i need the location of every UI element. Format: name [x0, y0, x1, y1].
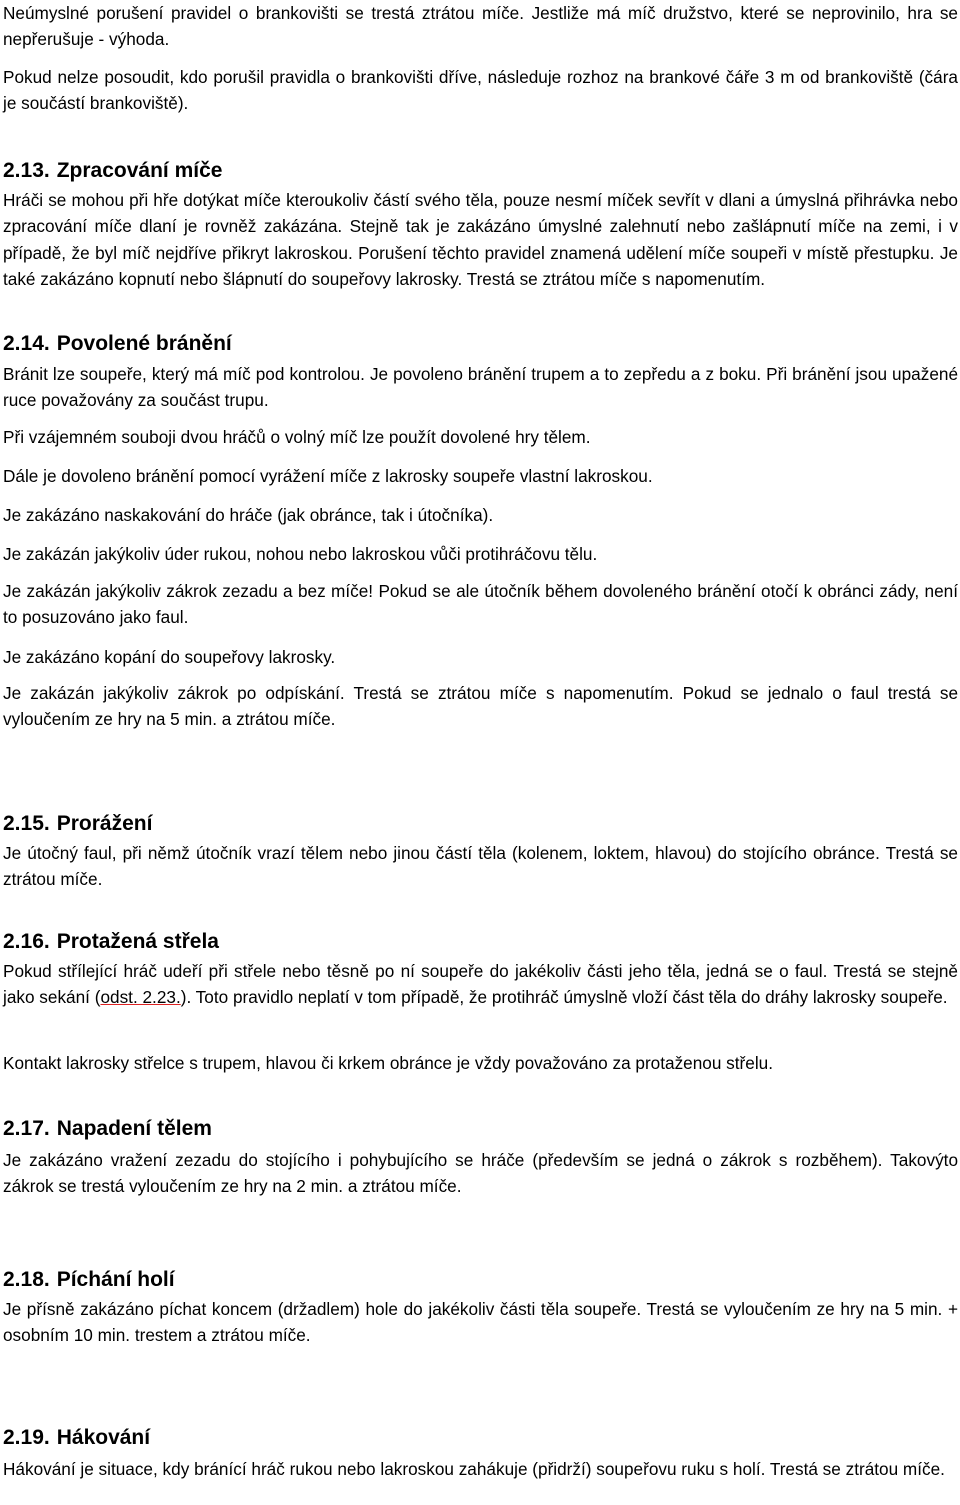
- section-2-19-paragraph: Hákování je situace, kdy bránící hráč rukou nebo lakroskou zahákuje (přidrží) soupeřovu ruku s holí. Trestá se ztrátou míče.: [3, 1459, 945, 1479]
- section-number: 2.18.: [3, 1268, 50, 1291]
- section-2-14-paragraph-7: Je zakázáno kopání do soupeřovy lakrosky.: [3, 647, 336, 667]
- section-number: 2.13.: [3, 159, 50, 182]
- section-number: 2.19.: [3, 1426, 50, 1449]
- section-2-14-paragraph-1: Bránit lze soupeře, který má míč pod kontrolou. Je povoleno bránění trupem a to zepředu a z boku. Při bránění jsou upažené ruce považovány za součást trupu.: [3, 364, 958, 411]
- section-2-14-paragraph-3: Dále je dovoleno bránění pomocí vyrážení míče z lakrosky soupeře vlastní lakroskou.: [3, 466, 653, 486]
- intro-paragraph-2: Pokud nelze posoudit, kdo porušil pravidla o brankovišti dříve, následuje rozhoz na brankové čáře 3 m od brankoviště (čára je součástí brankoviště).: [3, 67, 958, 114]
- section-number: 2.14.: [3, 332, 50, 355]
- section-2-15-paragraph: Je útočný faul, při němž útočník vrazí tělem nebo jinou částí těla (kolenem, loktem, hlavou) do stojícího obránce. Trestá se ztrátou míče.: [3, 843, 958, 890]
- section-2-14-paragraph-6: Je zakázán jakýkoliv zákrok zezadu a bez míče! Pokud se ale útočník během dovoleného bránění otočí k obránci zády, není to posuzováno jako faul.: [3, 581, 958, 628]
- text-run: Pokud střílející hráč udeří při střele nebo těsně po ní soupeře do jakékoliv části jeho těla, jedná se o faul. Trestá se stejně jako sekání (: [3, 961, 958, 1008]
- section-number: 2.16.: [3, 930, 50, 953]
- section-title: Napadení tělem: [56, 1117, 212, 1140]
- section-2-18-paragraph: Je přísně zakázáno píchat koncem (držadlem) hole do jakékoliv části těla soupeře. Trestá se vyloučením ze hry na 5 min. + osobním 10 min. trestem a ztrátou míče.: [3, 1299, 958, 1346]
- section-2-16-paragraph-1: [3, 958, 958, 1011]
- section-title: Hákování: [56, 1426, 151, 1449]
- section-2-14-paragraph-2: Při vzájemném souboji dvou hráčů o volný míč lze použít dovolené hry tělem.: [3, 427, 591, 447]
- section-2-14-paragraph-4: Je zakázáno naskakování do hráče (jak obránce, tak i útočníka).: [3, 505, 494, 525]
- section-title: Protažená střela: [56, 930, 219, 953]
- section-2-14-paragraph-8: Je zakázán jakýkoliv zákrok po odpískání. Trestá se ztrátou míče s napomenutím. Pokud se jednalo o faul trestá se vyloučením ze hry na 5 min. a ztrátou míče.: [3, 683, 958, 730]
- section-number: 2.17.: [3, 1117, 50, 1140]
- section-2-13-paragraph: Hráči se mohou při hře dotýkat míče kteroukoliv částí svého těla, pouze nesmí míček sevřít v dlani a úmyslná přihrávka nebo zpracování míče dlaní je rovněž zakázána. Stejně tak je zakázáno úmyslné zalehnutí nebo zašlápnutí míče na zemi, i v případě, že byl míč nejdříve přikryt lakroskou. Porušení těchto pravidel znamená udělení míče soupeři v místě přestupku. Je také zakázáno kopnutí nebo šlápnutí do soupeřovy lakrosky. Trestá se ztrátou míče s napomenutím.: [3, 190, 958, 290]
- intro-paragraph-1: Neúmyslné porušení pravidel o brankovišti se trestá ztrátou míče. Jestliže má míč družstvo, které se neprovinilo, hra se nepřerušuje - výhoda.: [3, 3, 958, 50]
- section-2-18-heading: [3, 1267, 175, 1293]
- section-title: Zpracování míče: [56, 159, 223, 182]
- section-title: Povolené bránění: [56, 332, 232, 355]
- text-run: ). Toto pravidlo neplatí v tom případě, že protihráč úmyslně vloží část těla do dráhy lakrosky soupeře.: [180, 987, 948, 1008]
- section-2-17-heading: [3, 1116, 212, 1142]
- paragraph-reference-link[interactable]: odst. 2.23.: [100, 987, 181, 1008]
- section-2-14-heading: [3, 331, 232, 357]
- section-number: 2.15.: [3, 812, 50, 835]
- section-2-17-paragraph: Je zakázáno vražení zezadu do stojícího i pohybujícího se hráče (především se jedná o zákrok s rozběhem). Takovýto zákrok se trestá vyloučením ze hry na 2 min. a ztrátou míče.: [3, 1150, 958, 1197]
- section-2-14-paragraph-5: Je zakázán jakýkoliv úder rukou, nohou nebo lakroskou vůči protihráčovu tělu.: [3, 544, 598, 564]
- section-2-16-paragraph-2: Kontakt lakrosky střelce s trupem, hlavou či krkem obránce je vždy považováno za protaženou střelu.: [3, 1053, 773, 1073]
- section-2-15-heading: [3, 811, 152, 837]
- section-2-19-heading: [3, 1425, 150, 1451]
- section-title: Prorážení: [56, 812, 153, 835]
- section-2-13-heading: [3, 158, 222, 184]
- section-title: Píchání holí: [56, 1268, 175, 1291]
- section-2-16-heading: [3, 929, 219, 955]
